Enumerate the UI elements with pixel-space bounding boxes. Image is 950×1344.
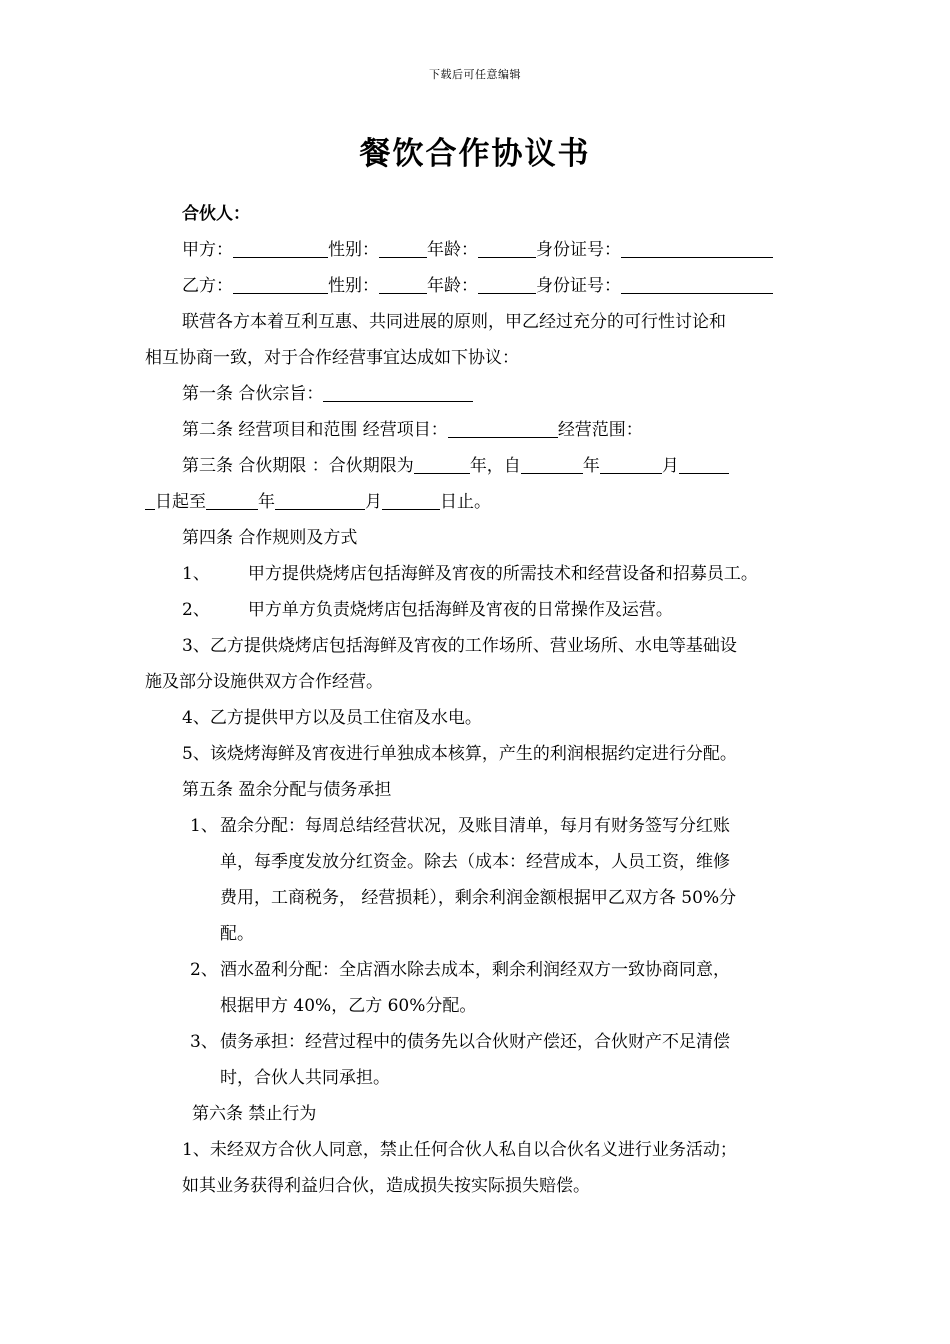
item-line: 酒水盈利分配：全店酒水除去成本，剩余利润经双方一致协商同意， xyxy=(220,960,730,980)
article-2-text: 第二条 经营项目和范围 经营项目： xyxy=(182,420,448,440)
article-3-text: 第三条 合伙期限 ：合伙期限为 xyxy=(182,456,414,476)
article-3-line-2 xyxy=(145,484,810,520)
item-text: 甲方提供烧烤店包括海鲜及宵夜的所需技术和经营设备和招募员工。 xyxy=(247,564,758,584)
article-4-title: 第四条 合作规则及方式 xyxy=(182,528,358,548)
end-month-blank[interactable] xyxy=(275,487,365,510)
article-2-scope: 经营范围： xyxy=(557,420,643,440)
article-5-item-2 xyxy=(145,952,810,1024)
start-year-blank[interactable] xyxy=(521,451,583,474)
item-line: 配。 xyxy=(220,924,254,944)
article-4-item-2 xyxy=(145,592,810,628)
start-month-label: 月 xyxy=(661,456,679,476)
intro-line-1: 联营各方本着互利互惠、共同进展的原则，甲乙经过充分的可行性讨论和 xyxy=(182,312,726,332)
party-b-age-blank[interactable] xyxy=(478,271,536,294)
article-1 xyxy=(145,376,810,412)
article-6-title: 第六条 禁止行为 xyxy=(192,1104,317,1124)
item-line: 盈余分配：每周总结经营状况，及账目清单，每月有财务签写分红账 xyxy=(220,816,730,836)
start-day-blank-cont[interactable] xyxy=(145,487,155,510)
party-a-gender-blank[interactable] xyxy=(379,235,427,258)
term-year-from: 年，自 xyxy=(469,456,521,476)
party-a-name-blank[interactable] xyxy=(233,235,328,258)
party-a-label: 甲方： xyxy=(182,240,233,260)
article-5-item-3 xyxy=(145,1024,810,1096)
article-4-item-4: 4、乙方提供甲方以及员工住宿及水电。 xyxy=(182,708,482,728)
party-b-row xyxy=(145,268,810,304)
article-2 xyxy=(145,412,810,448)
article-5-title: 第五条 盈余分配与债务承担 xyxy=(182,780,392,800)
article-1-text: 第一条 合伙宗旨： xyxy=(182,384,324,404)
purpose-blank[interactable] xyxy=(323,379,473,402)
item-number: 2、 xyxy=(182,600,210,620)
article-3-line-1 xyxy=(145,448,810,484)
project-blank[interactable] xyxy=(448,415,558,438)
end-day-label: 日止。 xyxy=(440,492,491,512)
item-line: 债务承担：经营过程中的债务先以合伙财产偿还，合伙财产不足清偿 xyxy=(220,1032,730,1052)
party-a-age-label: 年龄： xyxy=(427,240,478,260)
item-number: 2、 xyxy=(190,960,218,980)
start-month-blank[interactable] xyxy=(600,451,662,474)
end-year-label: 年 xyxy=(258,492,275,512)
term-years-blank[interactable] xyxy=(414,451,470,474)
end-month-label: 月 xyxy=(365,492,382,512)
item-line: 时，合伙人共同承担。 xyxy=(220,1068,390,1088)
party-b-age-label: 年龄： xyxy=(427,276,478,296)
article-4-item-3-line-1: 3、乙方提供烧烤店包括海鲜及宵夜的工作场所、营业场所、水电等基础设 xyxy=(182,636,737,656)
item-number: 1、 xyxy=(182,564,210,584)
article-5-item-1 xyxy=(145,808,810,952)
page-header: 下载后可任意编辑 xyxy=(429,68,521,81)
partners-label: 合伙人： xyxy=(182,204,250,224)
article-6-line-1: 1、未经双方合伙人同意，禁止任何合伙人私自以合伙名义进行业务活动； xyxy=(182,1140,737,1160)
party-a-id-blank[interactable] xyxy=(621,235,773,258)
document-body xyxy=(145,196,810,1204)
party-b-name-blank[interactable] xyxy=(233,271,328,294)
start-day-blank[interactable] xyxy=(679,451,729,474)
start-day-label: 日起至 xyxy=(155,492,206,512)
item-text: 甲方单方负责烧烤店包括海鲜及宵夜的日常操作及运营。 xyxy=(247,600,673,620)
party-b-id-label: 身份证号： xyxy=(536,276,621,296)
party-a-id-label: 身份证号： xyxy=(536,240,621,260)
item-number: 1、 xyxy=(190,816,218,836)
article-6-line-2: 如其业务获得利益归合伙，造成损失按实际损失赔偿。 xyxy=(182,1176,590,1196)
item-number: 3、 xyxy=(190,1032,218,1052)
end-year-blank[interactable] xyxy=(206,487,258,510)
article-4-item-3-line-2: 施及部分设施供双方合作经营。 xyxy=(145,672,383,692)
document-title: 餐饮合作协议书 xyxy=(359,136,591,172)
article-4-item-1 xyxy=(145,556,810,592)
article-4-item-5: 5、该烧烤海鲜及宵夜进行单独成本核算，产生的利润根据约定进行分配。 xyxy=(182,744,737,764)
party-a-row xyxy=(145,232,810,268)
end-day-blank[interactable] xyxy=(382,487,440,510)
start-year-label: 年 xyxy=(582,456,600,476)
item-line: 根据甲方 40%，乙方 60%分配。 xyxy=(220,996,477,1016)
party-b-gender-blank[interactable] xyxy=(379,271,427,294)
item-line: 费用，工商税务， 经营损耗），剩余利润金额根据甲乙双方各 50%分 xyxy=(220,888,737,908)
party-a-age-blank[interactable] xyxy=(478,235,536,258)
intro-line-2: 相互协商一致，对于合作经营事宜达成如下协议： xyxy=(145,348,519,368)
party-b-id-blank[interactable] xyxy=(621,271,773,294)
party-b-label: 乙方： xyxy=(182,276,233,296)
party-b-gender-label: 性别： xyxy=(328,276,379,296)
party-a-gender-label: 性别： xyxy=(328,240,379,260)
item-line: 单，每季度发放分红资金。除去（成本：经营成本，人员工资，维修 xyxy=(220,852,730,872)
